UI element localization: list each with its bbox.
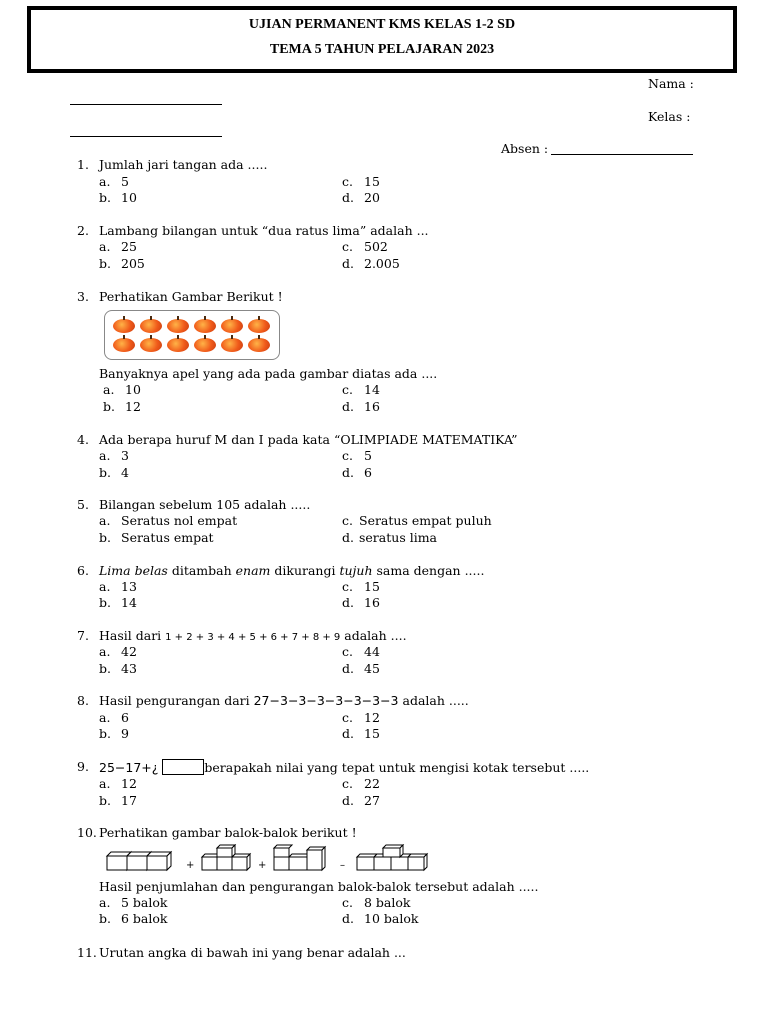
block-group-1 <box>107 852 171 870</box>
option-value: seratus lima <box>359 530 438 545</box>
option-letter: d. <box>342 399 354 414</box>
option-d <box>342 465 372 480</box>
option-letter: a. <box>99 239 111 254</box>
question-text-followup: Hasil penjumlahan dan pengurangan balok-balok tersebut adalah ..... <box>99 879 539 894</box>
question-text: Ada berapa huruf M dan I pada kata “OLIMPIADE MATEMATIKA” <box>99 432 518 447</box>
kelas-label: Kelas : <box>648 109 691 124</box>
option-letter: d. <box>342 661 354 676</box>
option-letter: c. <box>342 895 353 910</box>
option-letter: b. <box>103 399 115 414</box>
option-value: 10 balok <box>364 911 419 926</box>
option-letter: b. <box>99 190 111 205</box>
option-d <box>342 793 380 808</box>
option-b <box>99 465 129 480</box>
option-value: 42 <box>121 644 137 659</box>
option-letter: c. <box>342 513 353 528</box>
option-c <box>342 710 380 725</box>
option-c <box>342 776 380 791</box>
option-b <box>103 399 141 414</box>
option-c <box>342 239 388 254</box>
option-letter: b. <box>99 530 111 545</box>
option-value: 20 <box>364 190 380 205</box>
option-d <box>342 726 380 741</box>
option-a <box>99 776 137 791</box>
option-a <box>103 382 141 397</box>
option-letter: c. <box>342 448 353 463</box>
option-c <box>342 382 380 397</box>
question-number: 8. <box>77 693 89 708</box>
option-value: 13 <box>121 579 137 594</box>
option-letter: a. <box>99 513 111 528</box>
option-letter: b. <box>99 911 111 926</box>
option-d <box>342 661 380 676</box>
option-letter: b. <box>99 661 111 676</box>
option-value: 205 <box>121 256 145 271</box>
question-number: 6. <box>77 563 89 578</box>
apple-icon <box>221 319 243 333</box>
question-text: Jumlah jari tangan ada ..... <box>99 157 268 172</box>
option-letter: a. <box>99 710 111 725</box>
question-number: 9. <box>77 759 89 774</box>
option-value: 10 <box>121 190 137 205</box>
apple-icon <box>113 338 135 352</box>
option-d <box>342 911 418 926</box>
option-letter: c. <box>342 239 353 254</box>
option-value: 6 balok <box>121 911 168 926</box>
block-group-3 <box>274 845 325 870</box>
absen-label: Absen : <box>501 141 549 156</box>
apple-icon <box>113 319 135 333</box>
option-b <box>99 190 137 205</box>
option-value: 6 <box>121 710 129 725</box>
exam-header <box>27 6 737 73</box>
option-value: 9 <box>121 726 129 741</box>
option-b <box>99 530 214 545</box>
option-value: 2.005 <box>364 256 400 271</box>
kelas-blank-line <box>70 136 222 137</box>
option-value: 15 <box>364 579 380 594</box>
apple-icon <box>248 319 270 333</box>
question-text: Lima belas ditambah enam dikurangi tujuh sama dengan ..... <box>99 563 485 578</box>
option-value: 12 <box>121 776 137 791</box>
option-letter: c. <box>342 776 353 791</box>
option-letter: a. <box>99 644 111 659</box>
option-value: 45 <box>364 661 380 676</box>
option-letter: d. <box>342 190 354 205</box>
option-a <box>99 239 137 254</box>
apple-icon <box>140 319 162 333</box>
blocks-picture <box>104 844 434 872</box>
option-value: 8 balok <box>364 895 411 910</box>
option-letter: d. <box>342 256 354 271</box>
apple-icon <box>248 338 270 352</box>
option-letter: a. <box>99 895 111 910</box>
option-letter: a. <box>99 174 111 189</box>
option-b <box>99 726 129 741</box>
option-a <box>99 644 137 659</box>
option-letter: a. <box>99 776 111 791</box>
option-value: 27 <box>364 793 380 808</box>
apple-picture <box>104 310 280 360</box>
apple-icon <box>167 319 189 333</box>
option-d <box>342 530 437 545</box>
option-letter: b. <box>99 465 111 480</box>
option-c <box>342 895 410 910</box>
option-value: 3 <box>121 448 129 463</box>
math-expression: 27−3−3−3−3−3−3−3 <box>253 693 399 708</box>
option-a <box>99 579 137 594</box>
option-letter: b. <box>99 793 111 808</box>
option-d <box>342 190 380 205</box>
question-text: Perhatikan gambar balok-balok berikut ! <box>99 825 357 840</box>
option-value: 44 <box>364 644 380 659</box>
option-value: 15 <box>364 726 380 741</box>
option-value: 22 <box>364 776 380 791</box>
plus-sign: + <box>258 860 267 871</box>
minus-sign: – <box>340 860 345 871</box>
option-letter: b. <box>99 256 111 271</box>
exam-subtitle: TEMA 5 TAHUN PELAJARAN 2023 <box>269 42 495 57</box>
option-value: 16 <box>364 595 380 610</box>
question-number: 2. <box>77 223 89 238</box>
apple-icon <box>221 338 243 352</box>
option-a <box>99 513 237 528</box>
question-number: 3. <box>77 289 89 304</box>
option-letter: d. <box>342 911 354 926</box>
option-c <box>342 513 492 528</box>
text-italic: enam <box>235 563 271 578</box>
option-c <box>342 644 380 659</box>
apple-icon <box>167 338 189 352</box>
answer-box <box>162 759 204 775</box>
option-letter: c. <box>342 174 353 189</box>
question-number: 5. <box>77 497 89 512</box>
option-value: 43 <box>121 661 137 676</box>
question-text: Urutan angka di bawah ini yang benar adalah ... <box>99 945 406 960</box>
apple-icon <box>194 319 216 333</box>
question-text: Perhatikan Gambar Berikut ! <box>99 289 283 304</box>
option-value: Seratus empat puluh <box>359 513 492 528</box>
absen-blank-line <box>551 154 693 155</box>
option-value: 10 <box>125 382 141 397</box>
option-b <box>99 661 137 676</box>
question-number: 1. <box>77 157 89 172</box>
option-b <box>99 911 167 926</box>
option-value: 12 <box>125 399 141 414</box>
option-a <box>99 895 167 910</box>
question-text: Hasil pengurangan dari 27−3−3−3−3−3−3−3 adalah ..... <box>99 693 469 708</box>
option-letter: a. <box>99 579 111 594</box>
option-value: 14 <box>121 595 137 610</box>
option-value: 5 <box>364 448 372 463</box>
option-a <box>99 448 129 463</box>
option-a <box>99 710 129 725</box>
option-letter: c. <box>342 579 353 594</box>
option-b <box>99 793 137 808</box>
option-letter: d. <box>342 793 354 808</box>
option-letter: a. <box>103 382 115 397</box>
text-italic: Lima belas <box>99 563 168 578</box>
option-letter: b. <box>99 726 111 741</box>
option-value: 14 <box>364 382 380 397</box>
option-value: Seratus empat <box>121 530 214 545</box>
option-b <box>99 595 137 610</box>
block-group-4 <box>357 845 427 870</box>
option-value: 5 balok <box>121 895 168 910</box>
option-b <box>99 256 145 271</box>
option-value: 16 <box>364 399 380 414</box>
question-text: 25−17+¿ berapakah nilai yang tepat untuk mengisi kotak tersebut ..... <box>99 760 590 775</box>
option-value: 15 <box>364 174 380 189</box>
option-letter: a. <box>99 448 111 463</box>
option-letter: b. <box>99 595 111 610</box>
option-letter: c. <box>342 382 353 397</box>
question-text: Hasil dari 1 + 2 + 3 + 4 + 5 + 6 + 7 + 8 + 9 adalah .... <box>99 628 407 643</box>
option-value: 6 <box>364 465 372 480</box>
option-letter: c. <box>342 710 353 725</box>
question-text: Bilangan sebelum 105 adalah ..... <box>99 497 311 512</box>
option-value: 502 <box>364 239 388 254</box>
option-c <box>342 174 380 189</box>
option-letter: c. <box>342 644 353 659</box>
option-value: 5 <box>121 174 129 189</box>
option-d <box>342 595 380 610</box>
question-number: 11. <box>77 945 97 960</box>
apple-icon <box>140 338 162 352</box>
option-letter: d. <box>342 595 354 610</box>
option-letter: d. <box>342 530 354 545</box>
option-value: 12 <box>364 710 380 725</box>
option-d <box>342 256 400 271</box>
option-letter: d. <box>342 465 354 480</box>
math-expression: 1 + 2 + 3 + 4 + 5 + 6 + 7 + 8 + 9 <box>165 632 341 643</box>
math-expression: 25−17+¿ <box>99 760 159 775</box>
text-italic: tujuh <box>339 563 373 578</box>
apple-icon <box>194 338 216 352</box>
block-group-2 <box>202 845 250 870</box>
question-number: 10. <box>77 825 97 840</box>
question-text-followup: Banyaknya apel yang ada pada gambar diatas ada .... <box>99 366 438 381</box>
nama-label: Nama : <box>648 76 694 91</box>
option-a <box>99 174 129 189</box>
option-c <box>342 579 380 594</box>
option-letter: d. <box>342 726 354 741</box>
option-value: 17 <box>121 793 137 808</box>
question-number: 7. <box>77 628 89 643</box>
nama-blank-line <box>70 104 222 105</box>
plus-sign: + <box>186 860 195 871</box>
option-d <box>342 399 380 414</box>
option-value: 4 <box>121 465 129 480</box>
question-text: Lambang bilangan untuk “dua ratus lima” adalah ... <box>99 223 429 238</box>
option-value: Seratus nol empat <box>121 513 238 528</box>
option-value: 25 <box>121 239 137 254</box>
option-c <box>342 448 372 463</box>
exam-title: UJIAN PERMANENT KMS KELAS 1-2 SD <box>248 17 516 32</box>
question-number: 4. <box>77 432 89 447</box>
